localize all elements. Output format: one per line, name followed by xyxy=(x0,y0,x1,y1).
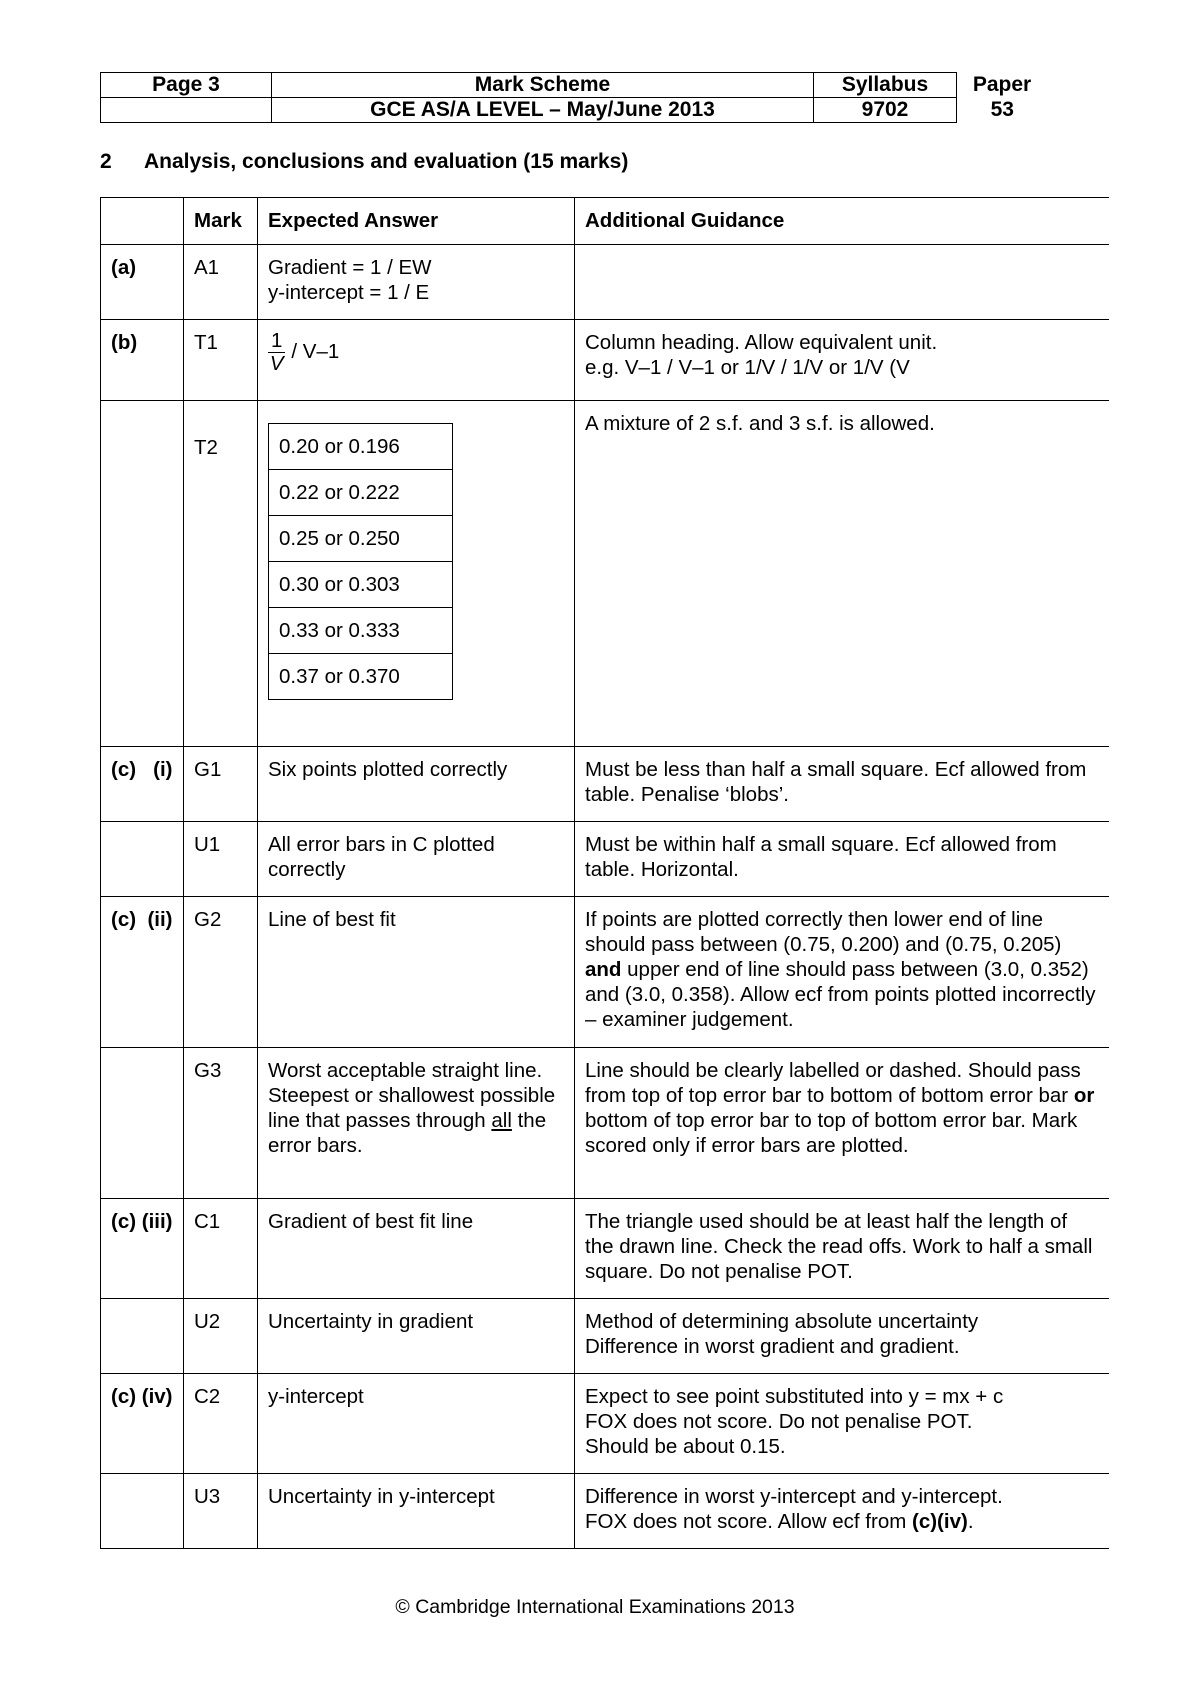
expected-answer xyxy=(258,320,575,401)
question-column-header xyxy=(101,198,184,245)
question-label: (c) (iv) xyxy=(101,1374,184,1474)
question-label xyxy=(101,1299,184,1374)
table-row xyxy=(101,401,1110,747)
expected-answer: Six points plotted correctly xyxy=(258,747,575,822)
mark-column-header: Mark xyxy=(184,198,258,245)
answer-column-header: Expected Answer xyxy=(258,198,575,245)
paper-label: Paper xyxy=(972,73,1032,96)
table-row xyxy=(101,1374,1110,1474)
guidance-emphasis: and xyxy=(585,958,622,981)
exam-title: GCE AS/A LEVEL – May/June 2013 xyxy=(272,98,814,123)
section-number: 2 xyxy=(100,150,112,173)
guidance-line: Column heading. Allow equivalent unit. xyxy=(585,331,938,354)
table-row xyxy=(101,245,1110,320)
reciprocal-fraction xyxy=(268,330,285,375)
question-label xyxy=(101,1474,184,1549)
additional-guidance xyxy=(575,897,1110,1048)
copyright-footer: © Cambridge International Examinations 2013 xyxy=(395,1596,795,1618)
answer-line: Gradient = 1 / EW xyxy=(268,256,432,279)
guidance-text: Line should be clearly labelled or dashed. Should pass from top of top error bar to bottom of bottom error bar xyxy=(585,1059,1081,1107)
question-label: (b) xyxy=(101,320,184,401)
table-row xyxy=(101,1199,1110,1299)
fraction-numerator: 1 xyxy=(268,330,285,353)
answer-emphasis: all xyxy=(491,1109,512,1132)
answer-line xyxy=(268,1083,564,1158)
mark-code-cell xyxy=(184,401,258,747)
question-label xyxy=(101,822,184,897)
answer-line: Worst acceptable straight line. xyxy=(268,1059,543,1082)
guidance-text: bottom of top error bar to top of bottom error bar. Mark scored only if error bars are plotted. xyxy=(585,1109,1078,1157)
table-row xyxy=(101,1474,1110,1549)
additional-guidance xyxy=(575,245,1110,320)
value-cell: 0.30 or 0.303 xyxy=(269,562,453,608)
mark-code: G1 xyxy=(184,747,258,822)
guidance-line: FOX does not score. Do not penalise POT. xyxy=(585,1410,973,1433)
expected-answer: Gradient of best fit line xyxy=(258,1199,575,1299)
guidance-line: Difference in worst gradient and gradient. xyxy=(585,1335,960,1358)
syllabus-code: 9702 xyxy=(814,98,957,123)
expected-answer: All error bars in C plotted correctly xyxy=(258,822,575,897)
mark-code: U1 xyxy=(184,822,258,897)
values-table xyxy=(268,423,453,700)
answer-text: the error bars. xyxy=(268,1109,547,1157)
question-label: (c) (i) xyxy=(101,747,184,822)
guidance-line: Expect to see point substituted into y = mx + c xyxy=(585,1385,1004,1408)
question-label xyxy=(101,401,184,747)
header-blank-cell xyxy=(101,98,272,123)
paper-number: 53 xyxy=(990,98,1014,121)
mark-scheme-label: Mark Scheme xyxy=(272,73,814,98)
syllabus-label: Syllabus xyxy=(814,73,957,98)
mark-code: U3 xyxy=(184,1474,258,1549)
guidance-emphasis: (c)(iv) xyxy=(912,1510,968,1533)
guidance-text: FOX does not score. Allow ecf from xyxy=(585,1510,907,1533)
table-row xyxy=(101,747,1110,822)
additional-guidance xyxy=(575,320,1110,401)
additional-guidance: Must be within half a small square. Ecf allowed from table. Horizontal. xyxy=(575,822,1110,897)
guidance-emphasis: or xyxy=(1073,1084,1095,1107)
additional-guidance: Must be less than half a small square. Ecf allowed from table. Penalise ‘blobs’. xyxy=(575,747,1110,822)
unit-label: / V–1 xyxy=(291,339,340,363)
fraction-denominator: V xyxy=(269,352,284,375)
value-cell: 0.25 or 0.250 xyxy=(269,516,453,562)
mark-code: G3 xyxy=(184,1048,258,1199)
additional-guidance: The triangle used should be at least half the length of the drawn line. Check the read offs. Work to half a small square. Do not penalise POT. xyxy=(575,1199,1110,1299)
page-number: Page 3 xyxy=(101,73,272,98)
guidance-text: . xyxy=(967,1510,974,1533)
expected-answer xyxy=(258,401,575,747)
mark-code: A1 xyxy=(184,245,258,320)
page-header xyxy=(100,72,1048,123)
answer-line: y-intercept = 1 / E xyxy=(268,281,430,304)
table-header-row xyxy=(101,198,1110,245)
table-row xyxy=(101,1299,1110,1374)
value-cell: 0.33 or 0.333 xyxy=(269,608,453,654)
table-row xyxy=(101,897,1110,1048)
guidance-text: upper end of line should pass between (3.0, 0.352) and (3.0, 0.358). Allow ecf from points plotted incorrectly – examiner judgement. xyxy=(585,958,1096,1031)
additional-guidance xyxy=(575,1299,1110,1374)
mark-code: G2 xyxy=(184,897,258,1048)
expected-answer: Uncertainty in y-intercept xyxy=(258,1474,575,1549)
mark-scheme-table xyxy=(100,197,1109,1549)
question-label: (c) (iii) xyxy=(101,1199,184,1299)
value-cell: 0.20 or 0.196 xyxy=(269,424,453,470)
value-cell: 0.37 or 0.370 xyxy=(269,654,453,700)
question-label: (a) xyxy=(101,245,184,320)
mark-code: T1 xyxy=(184,320,258,401)
guidance-line: Should be about 0.15. xyxy=(585,1435,786,1458)
guidance-line: e.g. V–1 / V–1 or 1/V / 1/V or 1/V (V xyxy=(585,356,910,379)
table-row xyxy=(101,320,1110,401)
guidance-line: Difference in worst y-intercept and y-intercept. xyxy=(585,1485,1003,1508)
question-label: (c) (ii) xyxy=(101,897,184,1048)
guidance-line xyxy=(585,1509,1099,1534)
section-title: Analysis, conclusions and evaluation (15 marks) xyxy=(144,150,629,173)
table-row xyxy=(101,1048,1110,1199)
expected-answer: y-intercept xyxy=(258,1374,575,1474)
expected-answer: Line of best fit xyxy=(258,897,575,1048)
mark-code: C2 xyxy=(184,1374,258,1474)
additional-guidance xyxy=(575,1374,1110,1474)
answer-text: Steepest or shallowest possible line that passes through xyxy=(268,1084,556,1132)
expected-answer xyxy=(258,1048,575,1199)
table-row xyxy=(101,822,1110,897)
value-cell: 0.22 or 0.222 xyxy=(269,470,453,516)
guidance-column-header: Additional Guidance xyxy=(575,198,1110,245)
additional-guidance xyxy=(575,1048,1110,1199)
mark-code: C1 xyxy=(184,1199,258,1299)
mark-code: U2 xyxy=(184,1299,258,1374)
guidance-text: If points are plotted correctly then lower end of line should pass between (0.75, 0.200) and (0.75, 0.205) xyxy=(585,908,1062,956)
additional-guidance xyxy=(575,1474,1110,1549)
mark-code: T2 xyxy=(194,436,218,459)
additional-guidance: A mixture of 2 s.f. and 3 s.f. is allowed. xyxy=(575,401,1110,747)
guidance-line: Method of determining absolute uncertainty xyxy=(585,1310,979,1333)
expected-answer xyxy=(258,245,575,320)
question-label xyxy=(101,1048,184,1199)
expected-answer: Uncertainty in gradient xyxy=(258,1299,575,1374)
section-heading xyxy=(100,150,628,174)
